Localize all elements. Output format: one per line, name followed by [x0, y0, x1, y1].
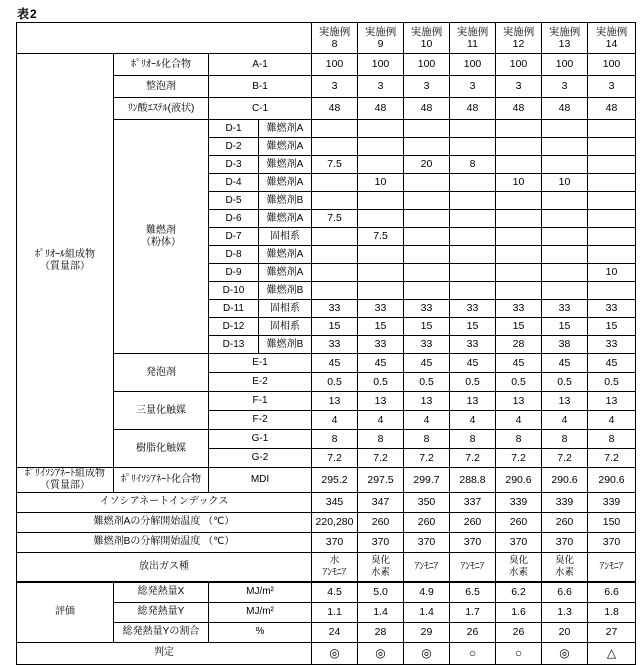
label-cell-D-11-1: 固相系: [259, 300, 312, 318]
value-cell-G-2-ex9: 7.2: [358, 449, 404, 468]
value-cell-D-1-ex11: [450, 120, 496, 138]
label-cell-B-1-1: B-1: [209, 76, 312, 98]
value-cell-D-10-ex13: [542, 282, 588, 300]
table-row-MDI: [17, 468, 636, 493]
table-row-total-heat-X: [17, 582, 636, 603]
value-cell-E-2-ex12: 0.5: [496, 373, 542, 392]
value-cell-G-1-ex13: 8: [542, 430, 588, 449]
value-cell-D-7-ex11: [450, 228, 496, 246]
value-cell-C-1-ex10: 48: [404, 98, 450, 120]
label-cell-A-1-2: A-1: [209, 54, 312, 76]
value-cell-D-9-ex14: 10: [588, 264, 636, 282]
value-cell-D-13-ex14: 33: [588, 336, 636, 354]
value-cell-heat-Y-ratio-ex10: 29: [404, 622, 450, 642]
value-cell-judgement-ex11: ○: [450, 642, 496, 664]
value-cell-A-1-ex9: 100: [358, 54, 404, 76]
label-cell-B-1-0: 整泡剤: [114, 76, 209, 98]
value-cell-D-11-ex12: 33: [496, 300, 542, 318]
value-cell-B-1-ex11: 3: [450, 76, 496, 98]
table-row-A-1: [17, 54, 636, 76]
value-cell-heat-Y-ratio-ex14: 27: [588, 622, 636, 642]
value-cell-D-9-ex13: [542, 264, 588, 282]
value-cell-D-2-ex10: [404, 138, 450, 156]
label-cell-total-heat-X-0: 評価: [17, 582, 114, 643]
value-cell-D-6-ex11: [450, 210, 496, 228]
value-cell-heat-Y-ratio-ex13: 20: [542, 622, 588, 642]
value-cell-E-2-ex10: 0.5: [404, 373, 450, 392]
value-cell-A-1-ex13: 100: [542, 54, 588, 76]
value-cell-F-1-ex13: 13: [542, 392, 588, 411]
value-cell-E-1-ex13: 45: [542, 354, 588, 373]
label-cell-MDI-2: MDI: [209, 468, 312, 493]
label-cell-C-1-1: C-1: [209, 98, 312, 120]
value-cell-judgement-ex12: ○: [496, 642, 542, 664]
label-cell-F-1-1: F-1: [209, 392, 312, 411]
value-cell-G-1-ex10: 8: [404, 430, 450, 449]
value-cell-decomp-temp-A-ex8: 220,280: [312, 512, 358, 532]
value-cell-D-3-ex12: [496, 156, 542, 174]
value-cell-D-12-ex12: 15: [496, 318, 542, 336]
value-cell-judgement-ex8: ◎: [312, 642, 358, 664]
header-example-cell-10: 実施例 10: [404, 23, 450, 54]
value-cell-MDI-ex12: 290.6: [496, 468, 542, 493]
value-cell-E-1-ex8: 45: [312, 354, 358, 373]
value-cell-E-1-ex9: 45: [358, 354, 404, 373]
label-cell-C-1-0: ﾘﾝ酸ｴｽﾃﾙ(液状): [114, 98, 209, 120]
value-cell-B-1-ex10: 3: [404, 76, 450, 98]
value-cell-A-1-ex11: 100: [450, 54, 496, 76]
value-cell-D-8-ex8: [312, 246, 358, 264]
value-cell-D-4-ex12: 10: [496, 174, 542, 192]
value-cell-D-4-ex9: 10: [358, 174, 404, 192]
value-cell-D-10-ex10: [404, 282, 450, 300]
value-cell-total-heat-Y-ex9: 1.4: [358, 602, 404, 622]
value-cell-G-2-ex10: 7.2: [404, 449, 450, 468]
value-cell-judgement-ex9: ◎: [358, 642, 404, 664]
value-cell-MDI-ex10: 299.7: [404, 468, 450, 493]
value-cell-released-gas-ex10: ｱﾝﾓﾆｱ: [404, 552, 450, 582]
value-cell-D-1-ex12: [496, 120, 542, 138]
value-cell-MDI-ex14: 290.6: [588, 468, 636, 493]
value-cell-F-1-ex11: 13: [450, 392, 496, 411]
label-cell-isocyanate-index-0: イソシアネートインデックス: [17, 492, 312, 512]
value-cell-heat-Y-ratio-ex9: 28: [358, 622, 404, 642]
value-cell-isocyanate-index-ex8: 345: [312, 492, 358, 512]
value-cell-isocyanate-index-ex12: 339: [496, 492, 542, 512]
label-cell-D-12-0: D-12: [209, 318, 259, 336]
label-cell-D-10-1: 難燃剤B: [259, 282, 312, 300]
value-cell-D-6-ex10: [404, 210, 450, 228]
value-cell-D-3-ex14: [588, 156, 636, 174]
value-cell-D-2-ex9: [358, 138, 404, 156]
table-row-isocyanate-index: [17, 492, 636, 512]
value-cell-D-8-ex10: [404, 246, 450, 264]
value-cell-D-13-ex11: 33: [450, 336, 496, 354]
value-cell-judgement-ex13: ◎: [542, 642, 588, 664]
value-cell-A-1-ex12: 100: [496, 54, 542, 76]
header-example-cell-11: 実施例 11: [450, 23, 496, 54]
label-cell-MDI-0: ﾎﾟﾘｲｿｼｱﾈｰﾄ組成物 （質量部）: [17, 468, 114, 493]
value-cell-D-4-ex8: [312, 174, 358, 192]
value-cell-C-1-ex9: 48: [358, 98, 404, 120]
value-cell-D-11-ex13: 33: [542, 300, 588, 318]
value-cell-G-1-ex12: 8: [496, 430, 542, 449]
label-cell-D-10-0: D-10: [209, 282, 259, 300]
value-cell-D-11-ex11: 33: [450, 300, 496, 318]
value-cell-D-6-ex8: 7.5: [312, 210, 358, 228]
value-cell-D-12-ex10: 15: [404, 318, 450, 336]
value-cell-D-7-ex13: [542, 228, 588, 246]
value-cell-B-1-ex9: 3: [358, 76, 404, 98]
value-cell-D-1-ex14: [588, 120, 636, 138]
value-cell-D-9-ex11: [450, 264, 496, 282]
value-cell-decomp-temp-B-ex12: 370: [496, 532, 542, 552]
value-cell-released-gas-ex9: 臭化 水素: [358, 552, 404, 582]
value-cell-D-7-ex9: 7.5: [358, 228, 404, 246]
page-title: 表2: [17, 7, 38, 21]
value-cell-D-12-ex11: 15: [450, 318, 496, 336]
value-cell-F-1-ex9: 13: [358, 392, 404, 411]
value-cell-D-1-ex8: [312, 120, 358, 138]
value-cell-total-heat-X-ex11: 6.5: [450, 582, 496, 603]
label-cell-D-3-1: 難燃剤A: [259, 156, 312, 174]
label-cell-D-6-1: 難燃剤A: [259, 210, 312, 228]
value-cell-released-gas-ex12: 臭化 水素: [496, 552, 542, 582]
value-cell-A-1-ex8: 100: [312, 54, 358, 76]
value-cell-D-11-ex10: 33: [404, 300, 450, 318]
label-cell-heat-Y-ratio-1: %: [209, 622, 312, 642]
value-cell-G-1-ex11: 8: [450, 430, 496, 449]
table-row-decomp-temp-A: [17, 512, 636, 532]
header-corner-cell: [17, 23, 312, 54]
value-cell-D-3-ex11: 8: [450, 156, 496, 174]
value-cell-D-2-ex14: [588, 138, 636, 156]
value-cell-D-7-ex12: [496, 228, 542, 246]
value-cell-D-3-ex13: [542, 156, 588, 174]
value-cell-D-5-ex8: [312, 192, 358, 210]
value-cell-D-8-ex12: [496, 246, 542, 264]
value-cell-D-12-ex13: 15: [542, 318, 588, 336]
value-cell-isocyanate-index-ex14: 339: [588, 492, 636, 512]
value-cell-F-2-ex14: 4: [588, 411, 636, 430]
value-cell-G-1-ex8: 8: [312, 430, 358, 449]
value-cell-total-heat-Y-ex13: 1.3: [542, 602, 588, 622]
value-cell-D-12-ex14: 15: [588, 318, 636, 336]
value-cell-A-1-ex10: 100: [404, 54, 450, 76]
label-cell-heat-Y-ratio-0: 総発熱量Yの割合: [114, 622, 209, 642]
value-cell-E-1-ex10: 45: [404, 354, 450, 373]
value-cell-total-heat-X-ex13: 6.6: [542, 582, 588, 603]
value-cell-judgement-ex10: ◎: [404, 642, 450, 664]
label-cell-released-gas-0: 放出ガス種: [17, 552, 312, 582]
value-cell-E-2-ex13: 0.5: [542, 373, 588, 392]
header-example-cell-9: 実施例 9: [358, 23, 404, 54]
value-cell-C-1-ex14: 48: [588, 98, 636, 120]
value-cell-C-1-ex13: 48: [542, 98, 588, 120]
value-cell-D-1-ex13: [542, 120, 588, 138]
value-cell-total-heat-X-ex12: 6.2: [496, 582, 542, 603]
value-cell-E-2-ex11: 0.5: [450, 373, 496, 392]
value-cell-E-1-ex12: 45: [496, 354, 542, 373]
label-cell-MDI-1: ﾎﾟﾘｲｿｼｱﾈｰﾄ化合物: [114, 468, 209, 493]
value-cell-decomp-temp-B-ex14: 370: [588, 532, 636, 552]
value-cell-D-13-ex10: 33: [404, 336, 450, 354]
label-cell-G-1-1: G-1: [209, 430, 312, 449]
value-cell-D-7-ex10: [404, 228, 450, 246]
value-cell-D-2-ex13: [542, 138, 588, 156]
value-cell-D-10-ex12: [496, 282, 542, 300]
header-example-cell-14: 実施例 14: [588, 23, 636, 54]
value-cell-D-7-ex8: [312, 228, 358, 246]
table-row-released-gas: [17, 552, 636, 582]
value-cell-isocyanate-index-ex13: 339: [542, 492, 588, 512]
header-row: [17, 23, 636, 54]
value-cell-decomp-temp-B-ex13: 370: [542, 532, 588, 552]
value-cell-decomp-temp-A-ex14: 150: [588, 512, 636, 532]
label-cell-G-2-0: G-2: [209, 449, 312, 468]
value-cell-F-2-ex9: 4: [358, 411, 404, 430]
label-cell-D-13-0: D-13: [209, 336, 259, 354]
value-cell-total-heat-X-ex14: 6.6: [588, 582, 636, 603]
value-cell-total-heat-X-ex9: 5.0: [358, 582, 404, 603]
label-cell-D-1-1: D-1: [209, 120, 259, 138]
value-cell-F-2-ex8: 4: [312, 411, 358, 430]
value-cell-D-10-ex11: [450, 282, 496, 300]
label-cell-F-2-0: F-2: [209, 411, 312, 430]
label-cell-D-2-1: 難燃剤A: [259, 138, 312, 156]
patent-formulation-table: [16, 22, 636, 665]
value-cell-C-1-ex12: 48: [496, 98, 542, 120]
value-cell-B-1-ex8: 3: [312, 76, 358, 98]
value-cell-D-5-ex12: [496, 192, 542, 210]
value-cell-D-10-ex9: [358, 282, 404, 300]
value-cell-D-9-ex10: [404, 264, 450, 282]
value-cell-D-7-ex14: [588, 228, 636, 246]
value-cell-D-10-ex8: [312, 282, 358, 300]
value-cell-E-2-ex9: 0.5: [358, 373, 404, 392]
value-cell-heat-Y-ratio-ex11: 26: [450, 622, 496, 642]
value-cell-D-8-ex11: [450, 246, 496, 264]
value-cell-judgement-ex14: △: [588, 642, 636, 664]
value-cell-D-5-ex14: [588, 192, 636, 210]
label-cell-D-8-1: 難燃剤A: [259, 246, 312, 264]
value-cell-D-3-ex8: 7.5: [312, 156, 358, 174]
value-cell-D-2-ex12: [496, 138, 542, 156]
label-cell-total-heat-Y-1: MJ/m²: [209, 602, 312, 622]
label-cell-D-6-0: D-6: [209, 210, 259, 228]
value-cell-D-11-ex9: 33: [358, 300, 404, 318]
label-cell-E-1-0: 発泡剤: [114, 354, 209, 392]
value-cell-F-1-ex8: 13: [312, 392, 358, 411]
label-cell-D-9-1: 難燃剤A: [259, 264, 312, 282]
value-cell-E-1-ex14: 45: [588, 354, 636, 373]
value-cell-total-heat-Y-ex10: 1.4: [404, 602, 450, 622]
value-cell-F-2-ex12: 4: [496, 411, 542, 430]
value-cell-D-3-ex9: [358, 156, 404, 174]
table-row-judgement: [17, 642, 636, 664]
value-cell-F-2-ex13: 4: [542, 411, 588, 430]
value-cell-MDI-ex11: 288.8: [450, 468, 496, 493]
value-cell-G-2-ex14: 7.2: [588, 449, 636, 468]
value-cell-D-12-ex9: 15: [358, 318, 404, 336]
value-cell-D-1-ex9: [358, 120, 404, 138]
label-cell-D-3-0: D-3: [209, 156, 259, 174]
value-cell-G-2-ex13: 7.2: [542, 449, 588, 468]
value-cell-heat-Y-ratio-ex8: 24: [312, 622, 358, 642]
value-cell-D-4-ex10: [404, 174, 450, 192]
value-cell-D-3-ex10: 20: [404, 156, 450, 174]
value-cell-D-6-ex13: [542, 210, 588, 228]
value-cell-D-10-ex14: [588, 282, 636, 300]
value-cell-total-heat-Y-ex12: 1.6: [496, 602, 542, 622]
value-cell-G-1-ex14: 8: [588, 430, 636, 449]
value-cell-D-13-ex12: 28: [496, 336, 542, 354]
value-cell-decomp-temp-A-ex11: 260: [450, 512, 496, 532]
value-cell-E-1-ex11: 45: [450, 354, 496, 373]
value-cell-D-13-ex13: 38: [542, 336, 588, 354]
value-cell-released-gas-ex11: ｱﾝﾓﾆｱ: [450, 552, 496, 582]
header-example-cell-8: 実施例 8: [312, 23, 358, 54]
label-cell-D-1-0: 難燃剤 （粉体）: [114, 120, 209, 354]
value-cell-D-9-ex12: [496, 264, 542, 282]
label-cell-decomp-temp-A-0: 難燃剤Aの分解開始温度 （℃）: [17, 512, 312, 532]
value-cell-total-heat-Y-ex11: 1.7: [450, 602, 496, 622]
label-cell-A-1-1: ﾎﾟﾘｵｰﾙ化合物: [114, 54, 209, 76]
value-cell-D-5-ex11: [450, 192, 496, 210]
value-cell-D-8-ex9: [358, 246, 404, 264]
value-cell-isocyanate-index-ex11: 337: [450, 492, 496, 512]
value-cell-D-12-ex8: 15: [312, 318, 358, 336]
label-cell-E-2-0: E-2: [209, 373, 312, 392]
value-cell-decomp-temp-A-ex9: 260: [358, 512, 404, 532]
value-cell-D-8-ex14: [588, 246, 636, 264]
value-cell-released-gas-ex14: ｱﾝﾓﾆｱ: [588, 552, 636, 582]
value-cell-D-2-ex8: [312, 138, 358, 156]
value-cell-decomp-temp-B-ex10: 370: [404, 532, 450, 552]
header-example-cell-12: 実施例 12: [496, 23, 542, 54]
value-cell-decomp-temp-A-ex10: 260: [404, 512, 450, 532]
label-cell-total-heat-X-2: MJ/m²: [209, 582, 312, 603]
value-cell-F-1-ex14: 13: [588, 392, 636, 411]
value-cell-G-1-ex9: 8: [358, 430, 404, 449]
value-cell-B-1-ex12: 3: [496, 76, 542, 98]
label-cell-D-8-0: D-8: [209, 246, 259, 264]
value-cell-isocyanate-index-ex9: 347: [358, 492, 404, 512]
value-cell-heat-Y-ratio-ex12: 26: [496, 622, 542, 642]
value-cell-A-1-ex14: 100: [588, 54, 636, 76]
value-cell-total-heat-X-ex8: 4.5: [312, 582, 358, 603]
value-cell-E-2-ex14: 0.5: [588, 373, 636, 392]
value-cell-D-13-ex9: 33: [358, 336, 404, 354]
value-cell-G-2-ex12: 7.2: [496, 449, 542, 468]
value-cell-decomp-temp-B-ex11: 370: [450, 532, 496, 552]
value-cell-D-4-ex11: [450, 174, 496, 192]
value-cell-MDI-ex13: 290.6: [542, 468, 588, 493]
value-cell-F-1-ex12: 13: [496, 392, 542, 411]
label-cell-D-5-0: D-5: [209, 192, 259, 210]
value-cell-decomp-temp-A-ex13: 260: [542, 512, 588, 532]
label-cell-D-11-0: D-11: [209, 300, 259, 318]
value-cell-G-2-ex8: 7.2: [312, 449, 358, 468]
label-cell-D-2-0: D-2: [209, 138, 259, 156]
value-cell-D-5-ex13: [542, 192, 588, 210]
table-body: [17, 23, 636, 665]
value-cell-total-heat-Y-ex8: 1.1: [312, 602, 358, 622]
value-cell-C-1-ex11: 48: [450, 98, 496, 120]
value-cell-D-11-ex14: 33: [588, 300, 636, 318]
value-cell-isocyanate-index-ex10: 350: [404, 492, 450, 512]
value-cell-D-2-ex11: [450, 138, 496, 156]
value-cell-E-2-ex8: 0.5: [312, 373, 358, 392]
label-cell-decomp-temp-B-0: 難燃剤Bの分解開始温度 （℃）: [17, 532, 312, 552]
label-cell-D-1-2: 難燃剤A: [259, 120, 312, 138]
value-cell-D-4-ex14: [588, 174, 636, 192]
header-example-cell-13: 実施例 13: [542, 23, 588, 54]
value-cell-D-8-ex13: [542, 246, 588, 264]
value-cell-F-1-ex10: 13: [404, 392, 450, 411]
value-cell-G-2-ex11: 7.2: [450, 449, 496, 468]
value-cell-decomp-temp-A-ex12: 260: [496, 512, 542, 532]
label-cell-F-1-0: 三量化触媒: [114, 392, 209, 430]
value-cell-total-heat-X-ex10: 4.9: [404, 582, 450, 603]
value-cell-decomp-temp-B-ex9: 370: [358, 532, 404, 552]
value-cell-released-gas-ex13: 臭化 水素: [542, 552, 588, 582]
label-cell-total-heat-X-1: 総発熱量X: [114, 582, 209, 603]
label-cell-judgement-0: 判定: [17, 642, 312, 664]
value-cell-D-6-ex9: [358, 210, 404, 228]
value-cell-B-1-ex14: 3: [588, 76, 636, 98]
value-cell-MDI-ex9: 297.5: [358, 468, 404, 493]
label-cell-total-heat-Y-0: 総発熱量Y: [114, 602, 209, 622]
value-cell-D-4-ex13: 10: [542, 174, 588, 192]
label-cell-E-1-1: E-1: [209, 354, 312, 373]
label-cell-D-9-0: D-9: [209, 264, 259, 282]
value-cell-released-gas-ex8: 水 ｱﾝﾓﾆｱ: [312, 552, 358, 582]
table-row-decomp-temp-B: [17, 532, 636, 552]
label-cell-D-4-1: 難燃剤A: [259, 174, 312, 192]
value-cell-MDI-ex8: 295.2: [312, 468, 358, 493]
label-cell-D-13-1: 難燃剤B: [259, 336, 312, 354]
value-cell-decomp-temp-B-ex8: 370: [312, 532, 358, 552]
label-cell-G-1-0: 樹脂化触媒: [114, 430, 209, 468]
value-cell-F-2-ex11: 4: [450, 411, 496, 430]
value-cell-D-5-ex10: [404, 192, 450, 210]
value-cell-D-11-ex8: 33: [312, 300, 358, 318]
value-cell-C-1-ex8: 48: [312, 98, 358, 120]
value-cell-F-2-ex10: 4: [404, 411, 450, 430]
value-cell-D-13-ex8: 33: [312, 336, 358, 354]
value-cell-total-heat-Y-ex14: 1.8: [588, 602, 636, 622]
label-cell-D-12-1: 固相系: [259, 318, 312, 336]
value-cell-D-1-ex10: [404, 120, 450, 138]
value-cell-D-6-ex14: [588, 210, 636, 228]
value-cell-D-9-ex8: [312, 264, 358, 282]
value-cell-D-9-ex9: [358, 264, 404, 282]
label-cell-D-7-0: D-7: [209, 228, 259, 246]
label-cell-D-5-1: 難燃剤B: [259, 192, 312, 210]
value-cell-D-6-ex12: [496, 210, 542, 228]
label-cell-D-4-0: D-4: [209, 174, 259, 192]
value-cell-D-5-ex9: [358, 192, 404, 210]
label-cell-D-7-1: 固相系: [259, 228, 312, 246]
label-cell-A-1-0: ﾎﾟﾘｵｰﾙ組成物 （質量部）: [17, 54, 114, 468]
value-cell-B-1-ex13: 3: [542, 76, 588, 98]
